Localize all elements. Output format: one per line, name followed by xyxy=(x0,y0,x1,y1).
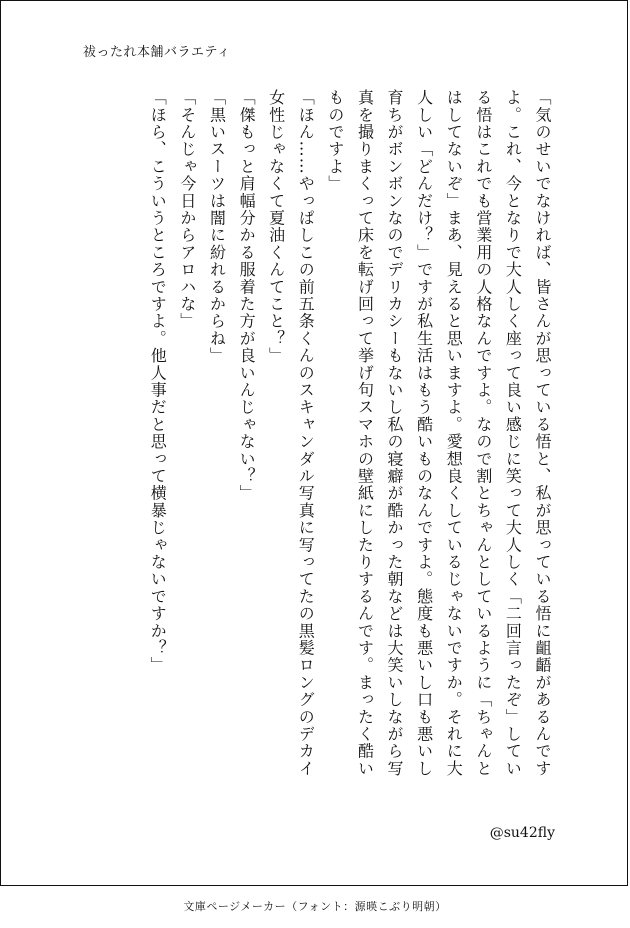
paragraph: 「黒いスーツは闇に紛れるからね」 xyxy=(207,89,227,365)
author-handle: @su42fly xyxy=(489,825,555,841)
vertical-text-body xyxy=(87,89,557,789)
paragraph: 「そんじゃ今日からアロハな」 xyxy=(177,89,197,330)
page-title: 祓ったれ本舗バラエティ xyxy=(83,45,231,60)
footer-caption: 文庫ページメーカー（フォント：源暎こぶり明朝） xyxy=(183,900,447,913)
paragraph: 「ほら、こういうところですよ。他人事だと思って横暴じゃないですか？」 xyxy=(148,89,168,674)
paragraph: 「気のせいでなければ、皆さんが思っている悟と、私が思っている悟に齟齬があるんですよ。これ、今となりで大人しく座って良い感じに笑って大人しく「二回言ったぞ」している悟はこれでも営業用の人格なんですよ。なので割とちゃんとしているように「ちゃんとはしてないぞ」まあ、見えると思いますよ。愛想良くしているじゃないですか。それに大人しい「どんだけ？」ですが私生活はもう酷いものなんですよ。態度も悪いし口も悪いし育ちがボンボンなのでデリカシーもないし私の寝癖が酷かった朝などは大笑いしながら写真を撮りまくって床を転げ回って挙げ句スマホの壁紙にしたりするんです。まったく酷いものですよ」 xyxy=(325,89,552,777)
paragraph: 「ほん……やっぱしこの前五条くんのスキャンダル写真に写ってたの黒髪ロングのデカイ女性じゃなくて夏油くんてこと？」 xyxy=(266,89,316,777)
paragraph: 「傑もっと肩幅分かる服着た方が良いんじゃない？」 xyxy=(237,89,257,502)
